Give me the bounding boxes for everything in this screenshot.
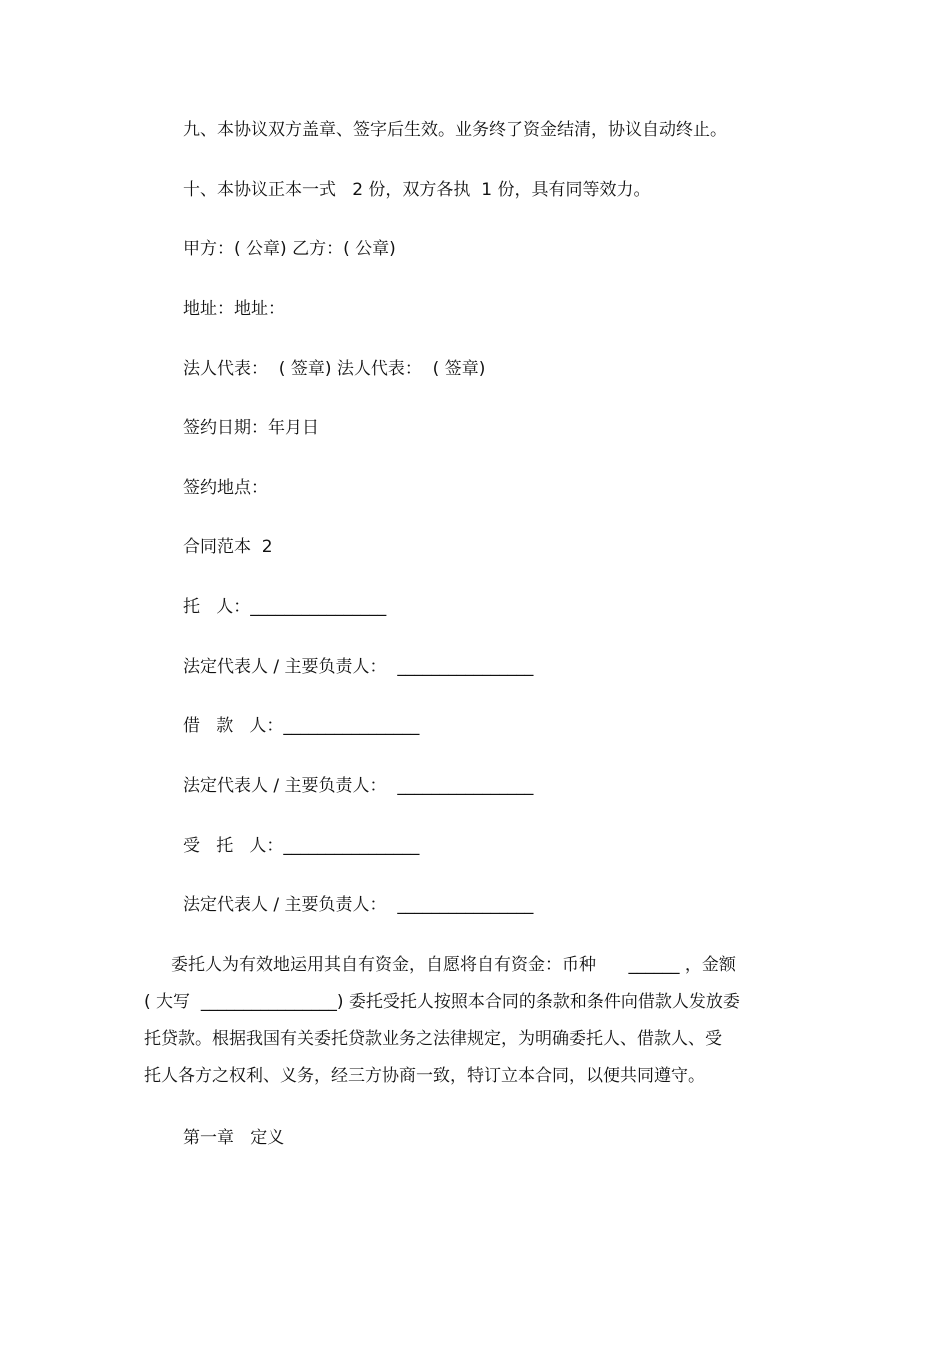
principal-representative-field: 法定代表人 / 主要负责人： ________________ xyxy=(183,657,534,677)
preamble-paragraph xyxy=(144,947,784,1095)
legal-representatives: 法人代表： ( 签章) 法人代表： ( 签章) xyxy=(183,359,486,379)
preamble-line: 委托人为有效地运用其自有资金，自愿将自有资金：币种 ______ ，金额 xyxy=(144,955,736,975)
signing-date: 签约日期：年月日 xyxy=(183,418,319,438)
party-seals: 甲方：( 公章) 乙方：( 公章) xyxy=(183,239,396,259)
clause-nine: 九、本协议双方盖章、签字后生效。业务终了资金结清，协议自动终止。 xyxy=(183,120,727,140)
chapter-heading: 第一章 定义 xyxy=(183,1128,285,1148)
borrower-field: 借 款 人：________________ xyxy=(183,716,420,736)
template-title: 合同范本 2 xyxy=(183,537,273,557)
principal-field: 托 人：________________ xyxy=(183,597,387,617)
signing-place: 签约地点： xyxy=(183,478,268,498)
preamble-line: 托人各方之权利、义务，经三方协商一致，特订立本合同，以便共同遵守。 xyxy=(144,1066,705,1086)
trustee-field: 受 托 人：________________ xyxy=(183,836,420,856)
borrower-representative-field: 法定代表人 / 主要负责人： ________________ xyxy=(183,776,534,796)
preamble-line: 托贷款。根据我国有关委托贷款业务之法律规定，为明确委托人、借款人、受 xyxy=(144,1029,722,1049)
preamble-line: ( 大写 ________________) 委托受托人按照本合同的条款和条件向借款人发放委 xyxy=(144,992,740,1012)
clause-ten: 十、本协议正本一式 2 份，双方各执 1 份，具有同等效力。 xyxy=(183,180,651,200)
trustee-representative-field: 法定代表人 / 主要负责人： ________________ xyxy=(183,895,534,915)
party-addresses: 地址：地址： xyxy=(183,299,285,319)
